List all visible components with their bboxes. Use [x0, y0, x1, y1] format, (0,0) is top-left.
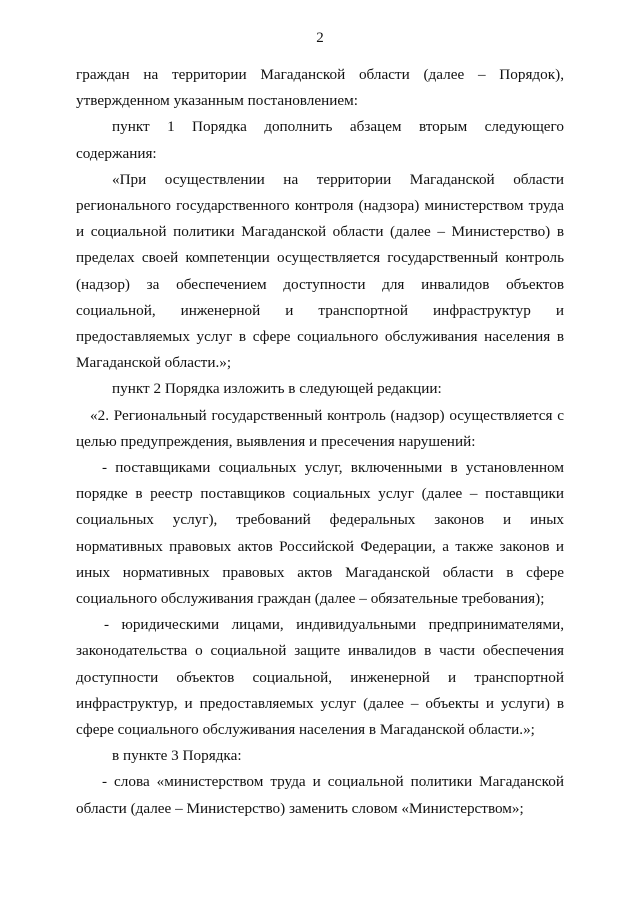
- paragraph-point-2-quote: «2. Региональный государственный контроль (надзор) осуществляется с целью предупреждения, выявления и пресечения нарушений:: [76, 406, 564, 450]
- paragraph-point-1-amendment: пункт 1 Порядка дополнить абзацем вторым следующего содержания:: [76, 118, 564, 162]
- paragraph-suppliers-item: - поставщиками социальных услуг, включенными в установленном порядке в реестр поставщиков социальных услуг (далее – поставщики социальных услуг), требований федеральных законов и иных нормативных правовых актов Российской Федерации, а также законов и иных нормативных правовых актов Магаданской области в сфере социального обслуживания граждан (далее – обязательные требования);: [76, 459, 564, 608]
- document-body: [76, 62, 564, 822]
- page-number: 2: [316, 30, 324, 46]
- paragraph-point-3-amendment: в пункте 3 Порядка:: [112, 747, 242, 765]
- paragraph-point-2-amendment: пункт 2 Порядка изложить в следующей редакции:: [112, 380, 442, 398]
- paragraph-continuation: граждан на территории Магаданской области (далее – Порядок), утвержденном указанным постановлением:: [76, 66, 564, 110]
- paragraph-words-replacement: - слова «министерством труда и социальной политики Магаданской области (далее – Министерство) заменить словом «Министерством»;: [76, 773, 564, 817]
- paragraph-legal-entities-item: - юридическими лицами, индивидуальными предпринимателями, законодательства о социальной защите инвалидов в части обеспечения доступности объектов социальной, инженерной и транспортной инфраструктур, и предоставляемых услуг (далее – объекты и услуги) в сфере социального обслуживания населения в Магаданской области.»;: [76, 616, 564, 739]
- paragraph-point-1-quote: «При осуществлении на территории Магаданской области регионального государственного контроля (надзора) министерством труда и социальной политики Магаданской области (далее – Министерство) в пределах своей компетенции осуществляется государственный контроль (надзор) за обеспечением доступности для инвалидов объектов социальной, инженерной и транспортной инфраструктур и предоставляемых услуг в сфере социального обслуживания населения в Магаданской области.»;: [76, 170, 564, 372]
